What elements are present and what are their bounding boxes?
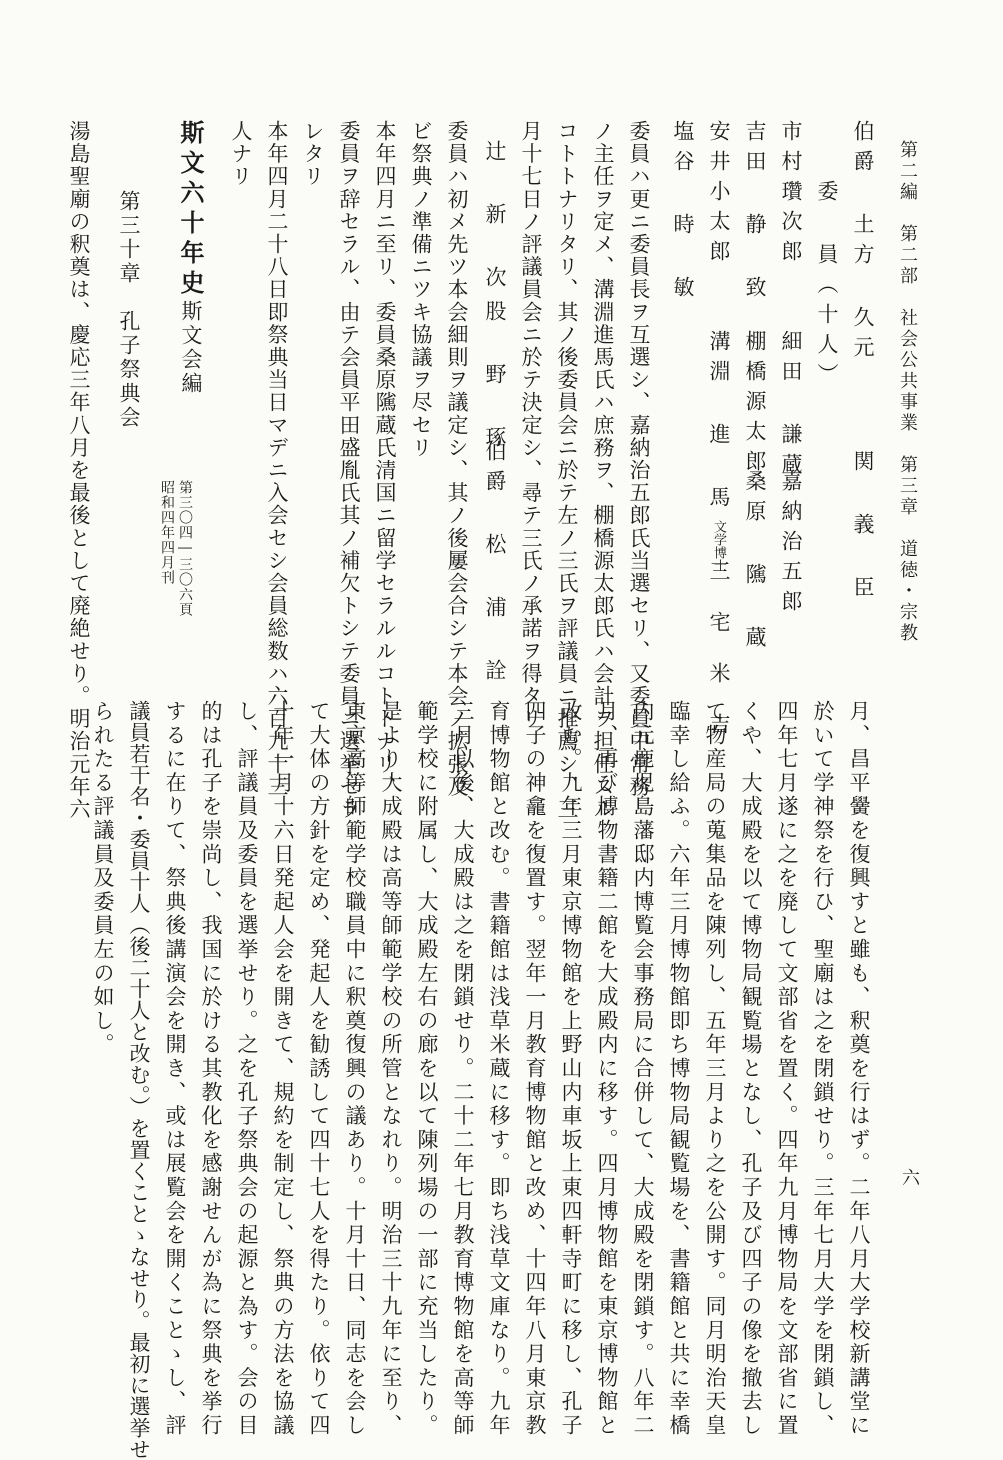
member-title: 文学博士 [711, 520, 726, 572]
running-head: 第二編 第二部 社会公共事業 第三章 道徳・宗教 [897, 140, 918, 644]
text-line: て物産局の蒐集品を陳列し、五年三月より之を公開す。同月明治天皇 [703, 700, 727, 1438]
source-publisher: 斯文会編 [179, 300, 203, 396]
member-name: 市村瓚次郎 [779, 120, 803, 270]
committee-heading: 委 員（十人） [815, 180, 839, 393]
text-line: 十年一月十六日発起人会を開きて、規約を制定し、祭典の方法を協議 [271, 700, 295, 1438]
text-line: 是より大成殿は高等師範学校の所管となれり。明治三十九年に至り、 [379, 700, 403, 1438]
councillor-name: 辻 新 次 [483, 140, 507, 296]
text-line: するに在りて、祭典後講演会を開き、或は展覧会を開くことゝし、評 [163, 700, 187, 1438]
text-line: 委員ハ更ニ委員長ヲ互選シ、嘉納治五郎氏当選セリ、又委員中常務 [627, 120, 651, 798]
page-number: 六 [899, 1168, 920, 1186]
source-date: 昭和四年四月刊 [159, 480, 175, 585]
member-name: 塩谷 時 敏 [671, 120, 695, 306]
member-name: 三 宅 米 吉 [707, 560, 731, 737]
text-line: し、評議員及委員を選挙せり。之を孔子祭典会の起源と為す。会の目 [235, 700, 259, 1438]
text-line: 改む。九年三月東京博物館を上野山内車坂上東四軒寺町に移し、孔子 [559, 700, 583, 1438]
board-member: 関 義 臣 [851, 450, 875, 606]
member-name: 棚橋源太郎 [743, 330, 767, 480]
text-line: 範学校に附属し、大成殿左右の廊を以て陳列場の一部に充当したり。 [415, 700, 439, 1438]
text-line: 委員ヲ辞セラル、由テ会員平田盛胤氏其ノ補欠トシテ委員ニ選挙セラ [337, 120, 361, 821]
text-line: 内元鹿児島藩邸内博覧会事務局に合併して、大成殿を閉鎖す。八年二 [631, 700, 655, 1438]
text-line: 臨幸し給ふ。六年三月博物館即ち博物局観覧場を、書籍館と共に幸橋 [667, 700, 691, 1438]
source-pages: 第三〇四―三〇六頁 [177, 480, 193, 617]
text-line: 三月以後、大成殿は之を閉鎖せり。二十二年七月教育博物館を高等師 [451, 700, 475, 1438]
member-name: 嘉納治五郎 [779, 470, 803, 620]
text-line: ビ祭典ノ準備ニツキ協議ヲ尽セリ [409, 120, 433, 459]
text-line: 議員若干名・委員十人（後二十人と改む。）を置くことゝなせり。最初に選挙せ [127, 700, 151, 1460]
text-line: 月、再び博物書籍二館を大成殿内に移す。四月博物館を東京博物館と [595, 700, 619, 1438]
councillor-name: 伯爵 松 浦 詮 [483, 440, 507, 689]
text-line: 本年四月二十八日即祭典当日マデニ入会セシ会員総数ハ六百九十三 [265, 120, 289, 798]
text-line: られたる評議員及委員左の如し。 [91, 700, 115, 1057]
text-line: 於いて学神祭を行ひ、聖廟は之を閉鎖せり。三年七月大学を閉鎖し、 [811, 700, 835, 1438]
text-line: 四子の神龕を復置す。翌年一月教育博物館と改め、十四年八月東京教 [523, 700, 547, 1438]
member-name: 溝淵 進 馬 [707, 330, 731, 516]
text-line: て大体の方針を定め、発起人を勧誘して四十七人を得たり。依りて四 [307, 700, 331, 1438]
text-line: 的は孔子を崇尚し、我国に於ける其教化を感謝せんが為に祭典を挙行 [199, 700, 223, 1438]
text-line: ノ主任ヲ定メ、溝淵進馬氏ハ庶務ヲ、棚橋源太郎氏ハ会計ヲ担任スル [591, 120, 615, 821]
member-name: 細田 謙蔵 [779, 330, 803, 483]
member-name: 安井小太郎 [707, 120, 731, 270]
member-name: 吉田 静 致 [743, 120, 767, 306]
text-line: 人ナリ [229, 120, 253, 188]
text-line: 東京高等師範学校職員中に釈奠復興の議あり。十月十日、同志を会し [343, 700, 367, 1438]
member-name: 桑原 隲 蔵 [743, 470, 767, 656]
text-line: 本年四月ニ至リ、委員桑原隲蔵氏清国ニ留学セラルルコトトナリ、 [373, 120, 397, 798]
text-line: 育博物館と改む。書籍館は浅草米蔵に移す。即ち浅草文庫なり。九年 [487, 700, 511, 1438]
text-line: 湯島聖廟の釈奠は、慶応三年八月を最後として廃絶せり。明治元年六 [67, 120, 91, 821]
text-line: 月十七日ノ評議員会ニ於テ決定シ、尋テ三氏ノ承諾ヲ得タリ [519, 120, 543, 731]
text-line: コトトナリタリ、其ノ後委員会ニ於テ左ノ三氏ヲ評議員ニ推薦シ、三 [555, 120, 579, 821]
text-line: 委員ハ初メ先ツ本会細則ヲ議定シ、其ノ後屢会合シテ本会ノ拡張及 [445, 120, 469, 798]
source-title: 斯文六十年史 [176, 120, 205, 300]
chapter-heading: 第三十章 孔子祭典会 [117, 190, 141, 430]
text-line: 月、昌平黌を復興すと雖も、釈奠を行はず。二年八月大学校新講堂に [847, 700, 871, 1438]
councillor-name: 股 野 琢 [483, 300, 507, 456]
text-line: レタリ [301, 120, 325, 188]
text-line: くや、大成殿を以て博物局観覧場となし、孔子及び四子の像を撤去し [739, 700, 763, 1438]
text-line: 四年七月遂に之を廃して文部省を置く。四年九月博物局を文部省に置 [775, 700, 799, 1438]
board-chair: 伯爵 土方 久元 [851, 120, 875, 366]
